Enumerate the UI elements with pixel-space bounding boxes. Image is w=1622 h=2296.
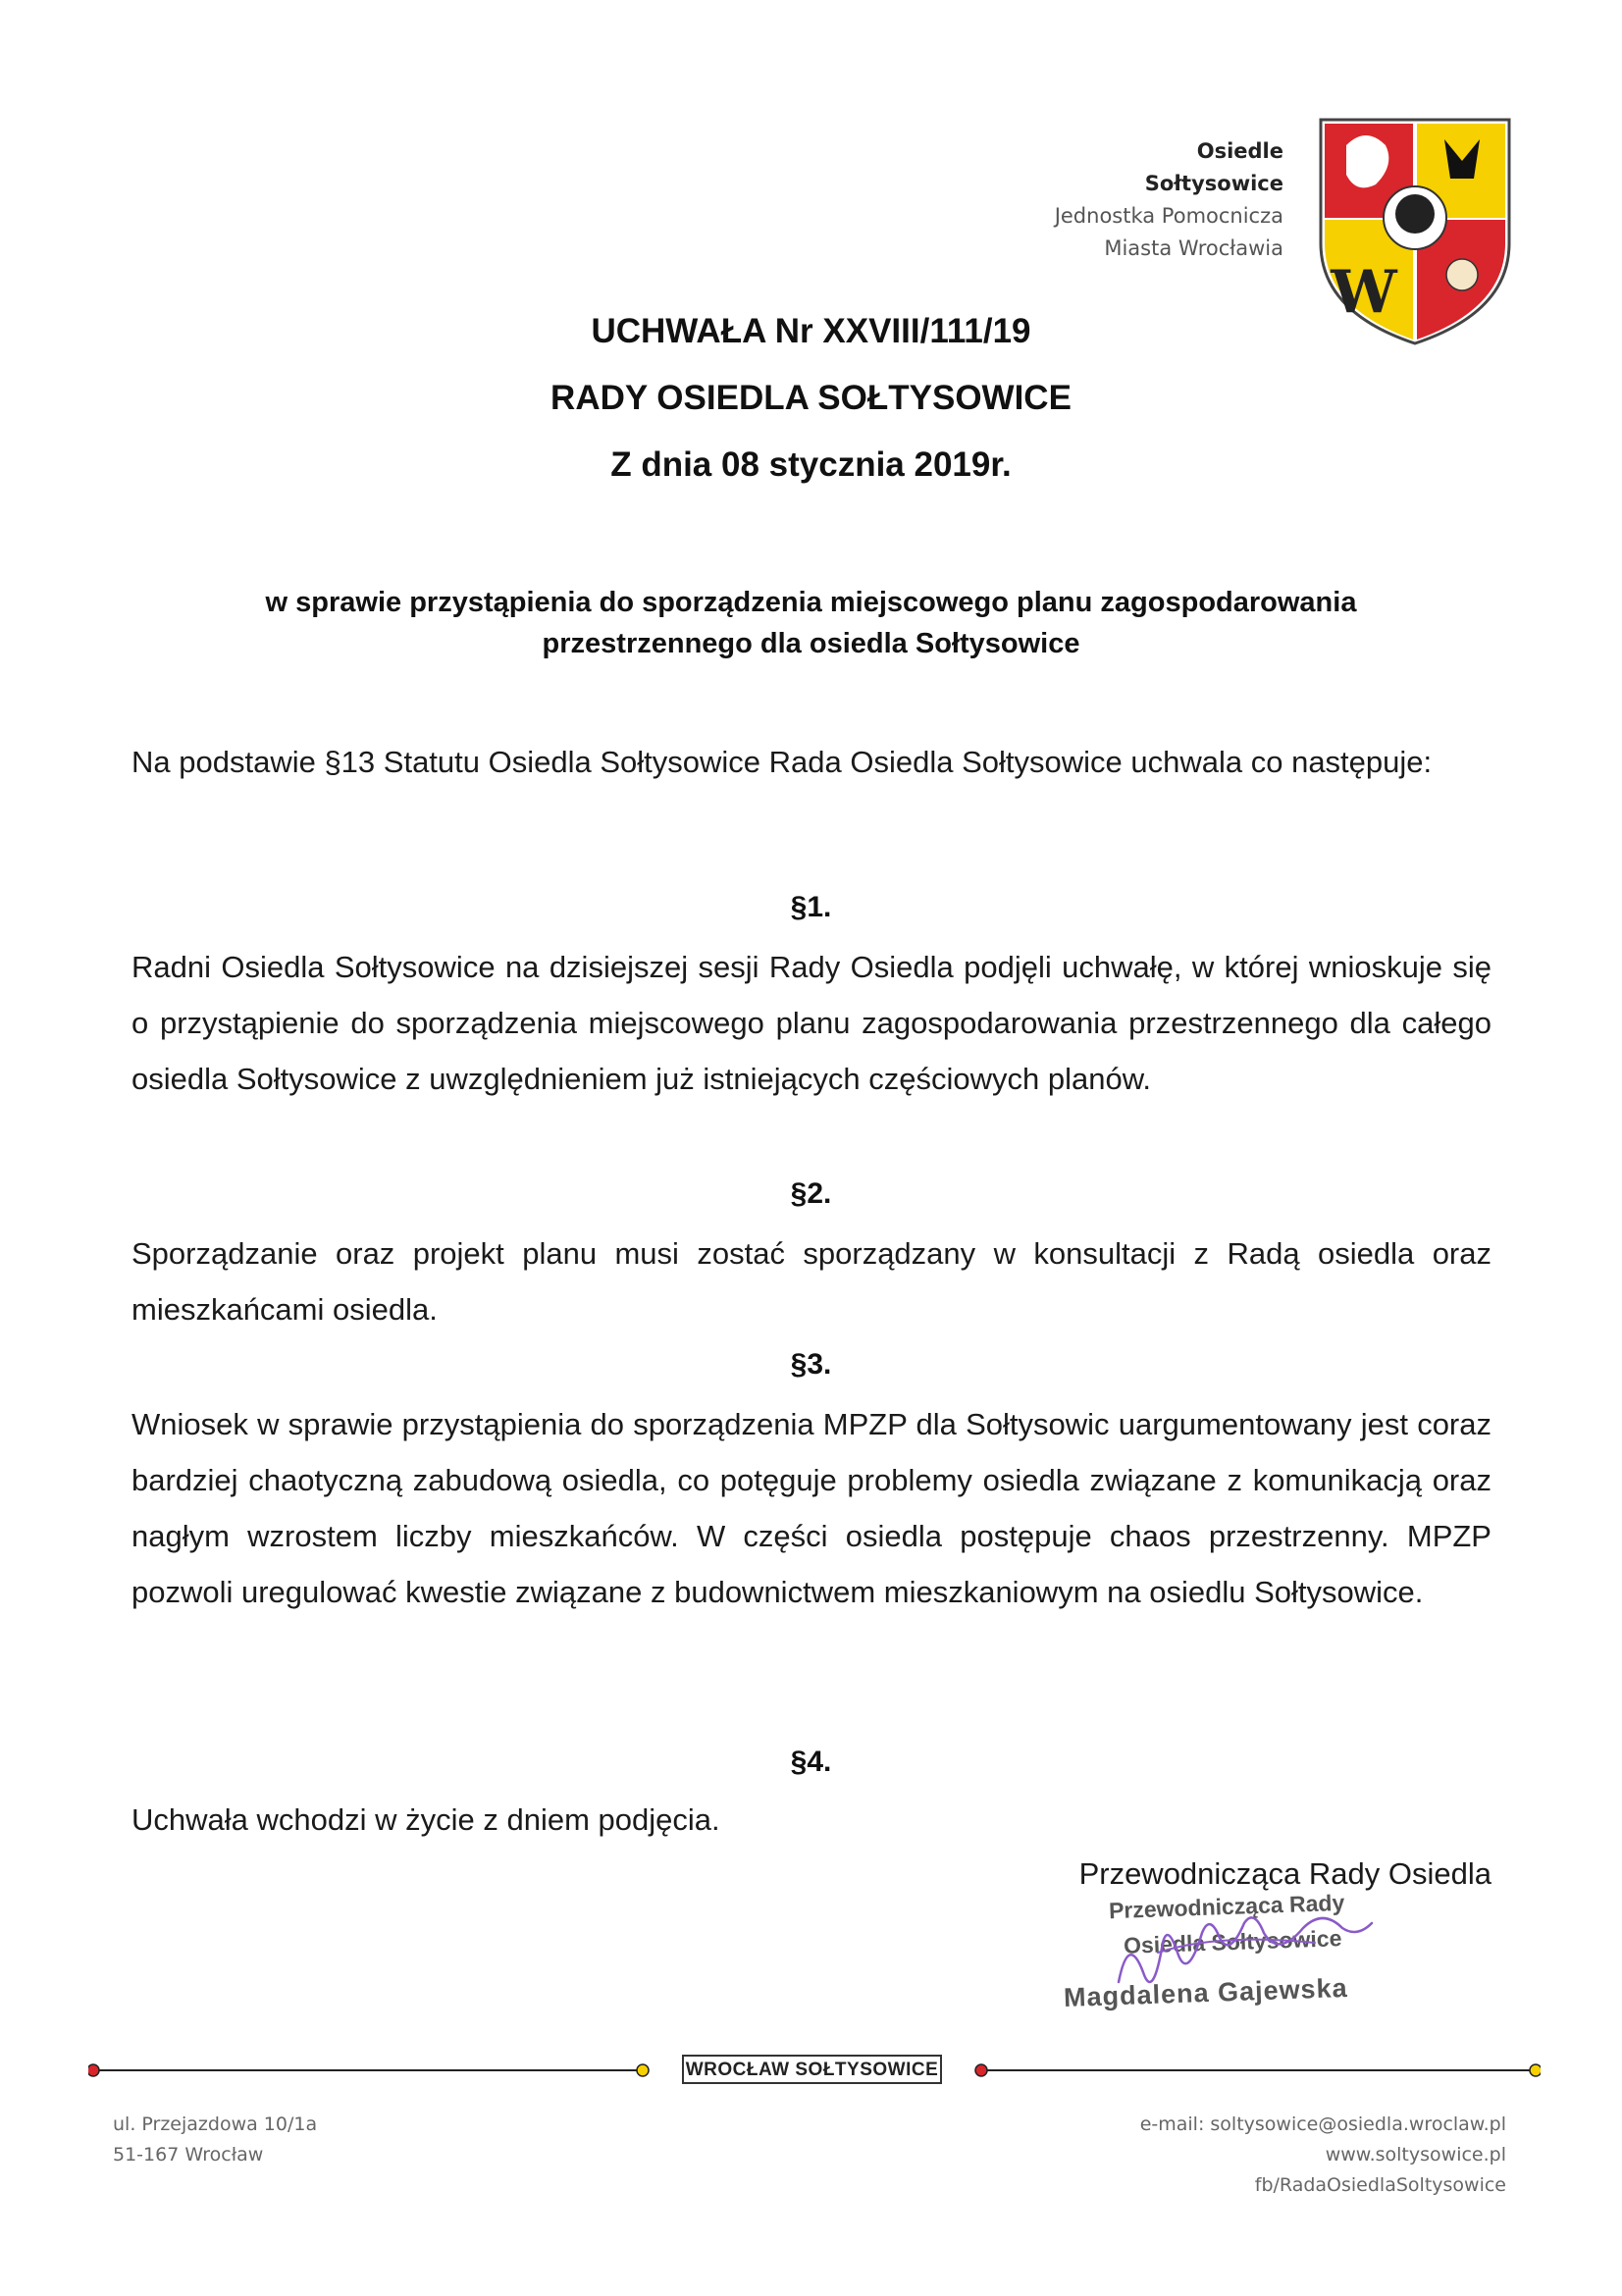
council-name: RADY OSIEDLA SOŁTYSOWICE: [550, 379, 1072, 417]
footer-address: [113, 2110, 317, 2170]
intro-paragraph: Na podstawie §13 Statutu Osiedla Sołtysowice Rada Osiedla Sołtysowice uchwala co następuje:: [131, 745, 1433, 779]
section-heading: §3.: [790, 1348, 832, 1381]
section-heading: §2.: [790, 1177, 832, 1210]
subject-line-1: w sprawie przystąpienia do sporządzenia miejscowego planu zagospodarowania: [265, 587, 1357, 618]
org-line-4: Miasta Wrocławia: [1104, 236, 1283, 260]
section-text: Radni Osiedla Sołtysowice na dzisiejszej sesji Rady Osiedla podjęli uchwałę, w której wnioskuje się o przystąpienie do sporządzenia miejscowego planu zagospodarowania przestrzennego dla całego osiedla Sołtysowice z uwzględnieniem już istniejących częściowych planów.: [131, 950, 1491, 1096]
subject-line-2: przestrzennego dla osiedla Sołtysowice: [542, 628, 1080, 659]
section-heading: §4.: [790, 1746, 832, 1778]
footer-dot-icon: [637, 2064, 649, 2076]
contact-facebook[interactable]: fb/RadaOsiedlaSoltysowice: [1254, 2174, 1506, 2196]
signer-role: Przewodnicząca Rady Osiedla: [1078, 1856, 1491, 1891]
resolution-number: UCHWAŁA Nr XXVIII/111/19: [591, 312, 1031, 350]
section-text: Wniosek w sprawie przystąpienia do sporządzenia MPZP dla Sołtysowic uargumentowany jest coraz bardziej chaotyczną zabudową osiedla, co potęguje problemy osiedla związane z komunikacją oraz nagłym wzrostem liczby mieszkańców. W części osiedla postępuje chaos przestrzenny. MPZP pozwoli uregulować kwestie związane z budownictwem mieszkaniowym na osiedlu Sołtysowice.: [131, 1407, 1491, 1609]
footer-contact: [1140, 2110, 1506, 2201]
stamp-line-1: Przewodnicząca Rady: [1108, 1889, 1345, 1924]
footer-dot-icon: [975, 2064, 987, 2076]
address-city: 51-167 Wrocław: [113, 2144, 264, 2166]
stamp-line-3: Magdalena Gajewska: [1063, 1972, 1349, 2013]
contact-website[interactable]: www.soltysowice.pl: [1325, 2144, 1506, 2166]
address-street: ul. Przejazdowa 10/1a: [113, 2113, 318, 2135]
section-text: Sporządzanie oraz projekt planu musi zostać sporządzany w konsultacji z Radą osiedla oraz mieszkańcami osiedla.: [131, 1236, 1491, 1327]
resolution-date: Z dnia 08 stycznia 2019r.: [610, 445, 1012, 484]
footer-dot-icon: [88, 2064, 99, 2076]
section-text: Uchwała wchodzi w życie z dniem podjęcia.: [131, 1802, 720, 1837]
organization-name: [1055, 135, 1283, 265]
footer-brand: WROCŁAW SOŁTYSOWICE: [682, 2055, 942, 2084]
footer-dot-icon: [1530, 2064, 1541, 2076]
crest-letter: W: [1331, 258, 1397, 327]
org-line-3: Jednostka Pomocnicza: [1054, 204, 1283, 228]
stamp-line-2: Osiedla Sołtysowice: [1123, 1925, 1342, 1958]
contact-email[interactable]: e-mail: soltysowice@osiedla.wroclaw.pl: [1139, 2113, 1506, 2135]
org-line-1: Osiedle: [1196, 139, 1283, 163]
signature-stamp: [1060, 1889, 1433, 2021]
org-line-2: Sołtysowice: [1144, 172, 1283, 195]
section-heading: §1.: [790, 891, 832, 923]
